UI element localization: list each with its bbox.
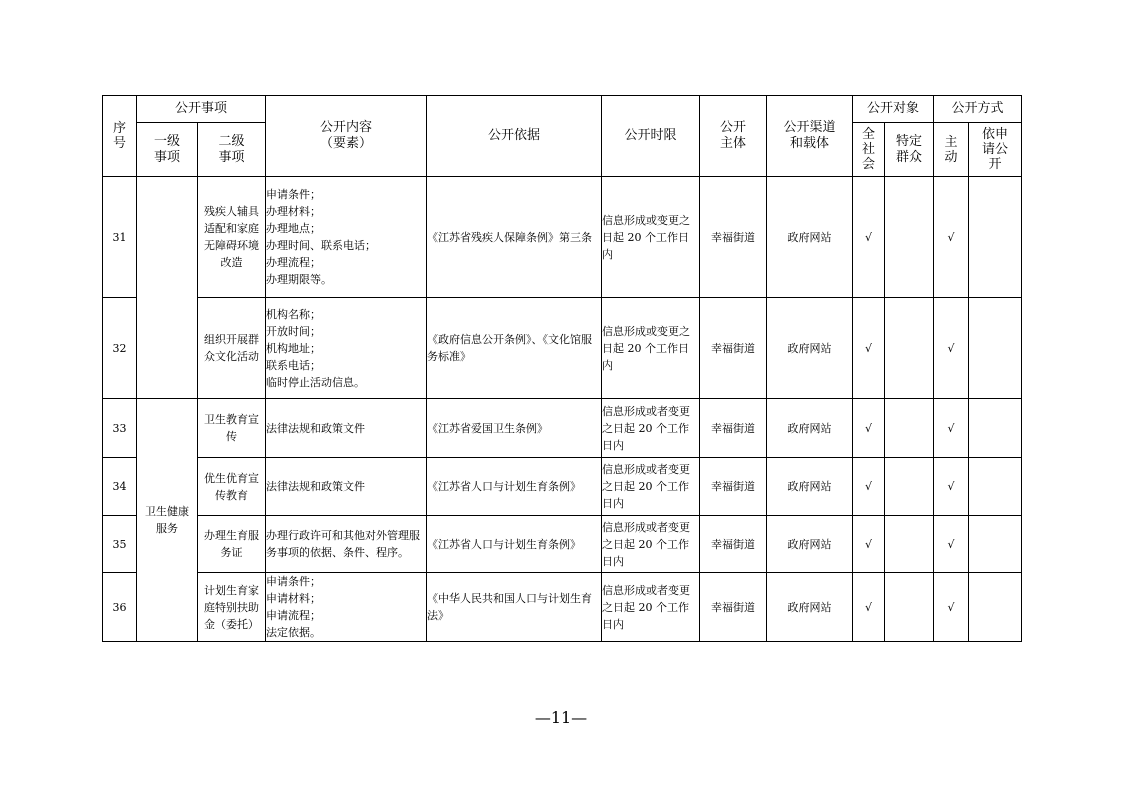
- header-active: 主动: [934, 123, 969, 177]
- row-on-request: [969, 177, 1022, 298]
- row-seq: 31: [103, 177, 137, 298]
- row-channel: 政府网站: [767, 458, 853, 516]
- row-seq: 33: [103, 399, 137, 458]
- row-channel: 政府网站: [767, 573, 853, 642]
- table-row: [103, 458, 1022, 516]
- page-number: —11—: [534, 708, 588, 727]
- row-seq: 36: [103, 573, 137, 642]
- header-channel: 公开渠道 和载体: [767, 96, 853, 177]
- header-matter: 公开事项: [137, 96, 266, 123]
- header-content: 公开内容 （要素）: [266, 96, 427, 177]
- row-whole-society: √: [853, 573, 885, 642]
- row-level2: 优生优育宣传教育: [198, 458, 266, 516]
- row-basis: 《江苏省人口与计划生育条例》: [427, 516, 602, 573]
- row-content: 申请条件； 办理材料； 办理地点； 办理时间、联系电话； 办理流程； 办理期限等。: [266, 177, 427, 298]
- row-level2: 办理生育服务证: [198, 516, 266, 573]
- row-basis: 《江苏省爱国卫生条例》: [427, 399, 602, 458]
- row-on-request: [969, 516, 1022, 573]
- table-row: [103, 516, 1022, 573]
- row-specific-group: [885, 177, 934, 298]
- row-whole-society: √: [853, 458, 885, 516]
- row-content: 法律法规和政策文件: [266, 399, 427, 458]
- row-limit: 信息形成或者变更之日起 20 个工作日内: [602, 458, 700, 516]
- row-content: 法律法规和政策文件: [266, 458, 427, 516]
- row-whole-society: √: [853, 177, 885, 298]
- disclosure-table: [102, 95, 1022, 642]
- row-channel: 政府网站: [767, 516, 853, 573]
- header-whole-society: 全社会: [853, 123, 885, 177]
- row-basis: 《江苏省残疾人保障条例》第三条: [427, 177, 602, 298]
- row-active: √: [934, 458, 969, 516]
- row-subject: 幸福街道: [700, 458, 767, 516]
- row-specific-group: [885, 573, 934, 642]
- row-whole-society: √: [853, 298, 885, 399]
- row-seq: 34: [103, 458, 137, 516]
- row-subject: 幸福街道: [700, 298, 767, 399]
- row-whole-society: √: [853, 516, 885, 573]
- row-level2: 残疾人辅具适配和家庭无障碍环境改造: [198, 177, 266, 298]
- row-level2: 卫生教育宣传: [198, 399, 266, 458]
- row-basis: 《江苏省人口与计划生育条例》: [427, 458, 602, 516]
- row-active: √: [934, 573, 969, 642]
- row-subject: 幸福街道: [700, 573, 767, 642]
- row-active: √: [934, 399, 969, 458]
- table-row: [103, 573, 1022, 642]
- row-seq: 32: [103, 298, 137, 399]
- header-level2: 二级 事项: [198, 123, 266, 177]
- row-content: 机构名称； 开放时间； 机构地址； 联系电话； 临时停止活动信息。: [266, 298, 427, 399]
- table-row: [103, 177, 1022, 298]
- row-basis: 《政府信息公开条例》、《文化馆服务标准》: [427, 298, 602, 399]
- row-seq: 35: [103, 516, 137, 573]
- row-on-request: [969, 458, 1022, 516]
- header-method: 公开方式: [934, 96, 1022, 123]
- header-on-request: 依申请公开: [969, 123, 1022, 177]
- row-specific-group: [885, 298, 934, 399]
- row-level2: 计划生育家庭特别扶助金（委托）: [198, 573, 266, 642]
- row-limit: 信息形成或者变更之日起 20 个工作日内: [602, 573, 700, 642]
- row-subject: 幸福街道: [700, 516, 767, 573]
- header-specific-group: 特定 群众: [885, 123, 934, 177]
- header-level1: 一级 事项: [137, 123, 198, 177]
- row-limit: 信息形成或者变更之日起 20 个工作日内: [602, 399, 700, 458]
- row-channel: 政府网站: [767, 399, 853, 458]
- row-specific-group: [885, 399, 934, 458]
- row-on-request: [969, 573, 1022, 642]
- row-channel: 政府网站: [767, 298, 853, 399]
- row-specific-group: [885, 458, 934, 516]
- row-on-request: [969, 399, 1022, 458]
- row-level2: 组织开展群众文化活动: [198, 298, 266, 399]
- row-whole-society: √: [853, 399, 885, 458]
- row-channel: 政府网站: [767, 177, 853, 298]
- row-limit: 信息形成或变更之日起 20 个工作日内: [602, 298, 700, 399]
- row-subject: 幸福街道: [700, 399, 767, 458]
- row-basis: 《中华人民共和国人口与计划生育法》: [427, 573, 602, 642]
- table-row: [103, 298, 1022, 399]
- header-limit: 公开时限: [602, 96, 700, 177]
- header-seq: 序号: [103, 96, 137, 177]
- header-target: 公开对象: [853, 96, 934, 123]
- row-active: √: [934, 177, 969, 298]
- header-subject: 公开 主体: [700, 96, 767, 177]
- table-row: [103, 399, 1022, 458]
- row-active: √: [934, 298, 969, 399]
- row-content: 办理行政许可和其他对外管理服务事项的依据、条件、程序。: [266, 516, 427, 573]
- header-row-1: [103, 96, 1022, 123]
- row-limit: 信息形成或者变更之日起 20 个工作日内: [602, 516, 700, 573]
- header-basis: 公开依据: [427, 96, 602, 177]
- row-content: 申请条件； 申请材料； 申请流程； 法定依据。: [266, 573, 427, 642]
- row-active: √: [934, 516, 969, 573]
- row-on-request: [969, 298, 1022, 399]
- row-level1: 卫生健康服务: [137, 399, 198, 642]
- row-specific-group: [885, 516, 934, 573]
- row-subject: 幸福街道: [700, 177, 767, 298]
- row-limit: 信息形成或变更之日起 20 个工作日内: [602, 177, 700, 298]
- row-level1-empty: [137, 177, 198, 399]
